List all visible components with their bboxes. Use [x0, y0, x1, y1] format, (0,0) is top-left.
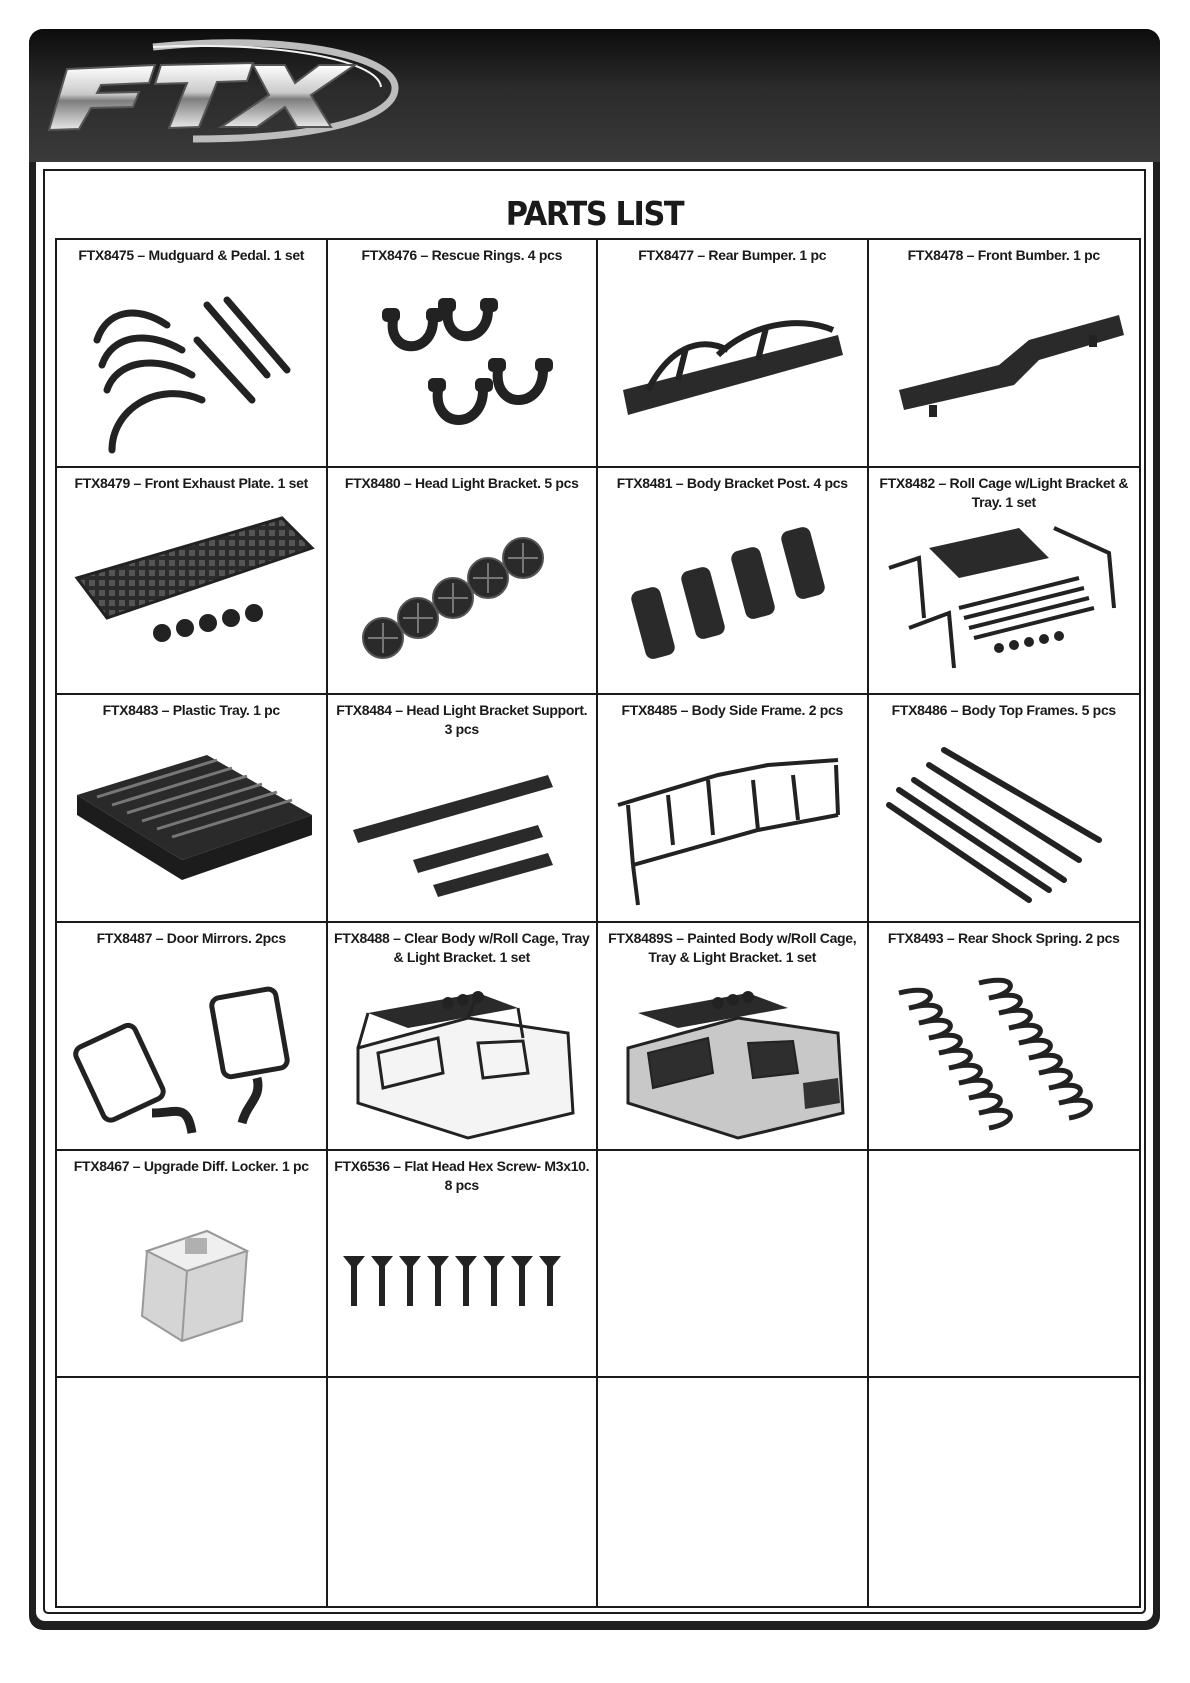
- part-label: FTX8489S – Painted Body w/Roll Cage, Tray & Light Bracket. 1 set: [608, 930, 857, 965]
- mudguard-pedal-icon: [67, 280, 317, 460]
- part-cell: [598, 923, 869, 1151]
- hex-screw-icon: [338, 1191, 588, 1371]
- bracket-support-icon: [338, 735, 588, 915]
- part-cell: [328, 240, 599, 468]
- content-panel: [36, 162, 1153, 1621]
- empty-cell: [869, 1378, 1140, 1606]
- rescue-rings-icon: [338, 280, 588, 460]
- part-cell: [328, 1151, 599, 1379]
- part-label: FTX8480 – Head Light Bracket. 5 pcs: [344, 474, 579, 491]
- top-frames-icon: [879, 735, 1129, 915]
- part-label: FTX8482 – Roll Cage w/Light Bracket & Tray. 1 set: [879, 474, 1129, 510]
- part-cell: [328, 468, 599, 696]
- door-mirrors-icon: [67, 963, 317, 1143]
- part-label: FTX8485 – Body Side Frame. 2 pcs: [621, 702, 843, 719]
- part-label: FTX8479 – Front Exhaust Plate. 1 set: [74, 474, 308, 491]
- part-label: FTX8483 – Plastic Tray. 1 pc: [102, 702, 280, 719]
- part-label: FTX8478 – Front Bumber. 1 pc: [907, 247, 1100, 263]
- part-label: FTX8481 – Body Bracket Post. 4 pcs: [616, 474, 848, 491]
- part-cell: [598, 240, 869, 468]
- rear-bumper-icon: [608, 280, 858, 460]
- roll-cage-kit-icon: [879, 508, 1129, 688]
- empty-cell: [598, 1378, 869, 1606]
- part-label: FTX8493 – Rear Shock Spring. 2 pcs: [887, 930, 1120, 946]
- empty-cell: [869, 1151, 1140, 1379]
- part-cell: [869, 695, 1140, 923]
- side-frame-icon: [608, 735, 858, 915]
- part-label: FTX8477 – Rear Bumper. 1 pc: [638, 247, 827, 263]
- part-cell: [57, 923, 328, 1151]
- part-cell: [598, 695, 869, 923]
- page-frame: [29, 29, 1160, 1630]
- brand-header: [29, 29, 1160, 162]
- empty-cell: [57, 1378, 328, 1606]
- part-label: FTX8488 – Clear Body w/Roll Cage, Tray & Light Bracket. 1 set: [334, 930, 590, 965]
- part-cell: [328, 923, 599, 1151]
- shock-spring-icon: [879, 963, 1129, 1143]
- part-cell: [57, 1151, 328, 1379]
- exhaust-plate-icon: [67, 508, 317, 688]
- part-cell: [57, 695, 328, 923]
- empty-cell: [328, 1378, 599, 1606]
- clear-body-icon: [338, 963, 588, 1143]
- plastic-tray-icon: [67, 735, 317, 915]
- empty-cell: [598, 1151, 869, 1379]
- part-cell: [57, 240, 328, 468]
- part-cell: [869, 923, 1140, 1151]
- part-label: FTX8487 – Door Mirrors. 2pcs: [96, 930, 286, 946]
- parts-grid: [55, 238, 1141, 1608]
- part-label: FTX8476 – Rescue Rings. 4 pcs: [361, 247, 563, 263]
- part-label: FTX8484 – Head Light Bracket Support. 3 pcs: [336, 702, 588, 738]
- bracket-post-icon: [608, 508, 858, 688]
- front-bumper-icon: [879, 280, 1129, 460]
- part-label: FTX8486 – Body Top Frames. 5 pcs: [891, 702, 1116, 719]
- part-cell: [598, 468, 869, 696]
- part-cell: [869, 468, 1140, 696]
- part-label: FTX8475 – Mudguard & Pedal. 1 set: [78, 247, 305, 263]
- page-title: PARTS LIST: [505, 194, 684, 233]
- part-label: FTX8467 – Upgrade Diff. Locker. 1 pc: [73, 1157, 309, 1174]
- ftx-logo-icon: [43, 35, 403, 145]
- part-cell: [57, 468, 328, 696]
- part-cell: [328, 695, 599, 923]
- part-cell: [869, 240, 1140, 468]
- head-light-icon: [338, 508, 588, 688]
- part-label: FTX6536 – Flat Head Hex Screw- M3x10. 8 pcs: [334, 1157, 590, 1193]
- painted-body-icon: [608, 963, 858, 1143]
- diff-locker-icon: [67, 1191, 317, 1371]
